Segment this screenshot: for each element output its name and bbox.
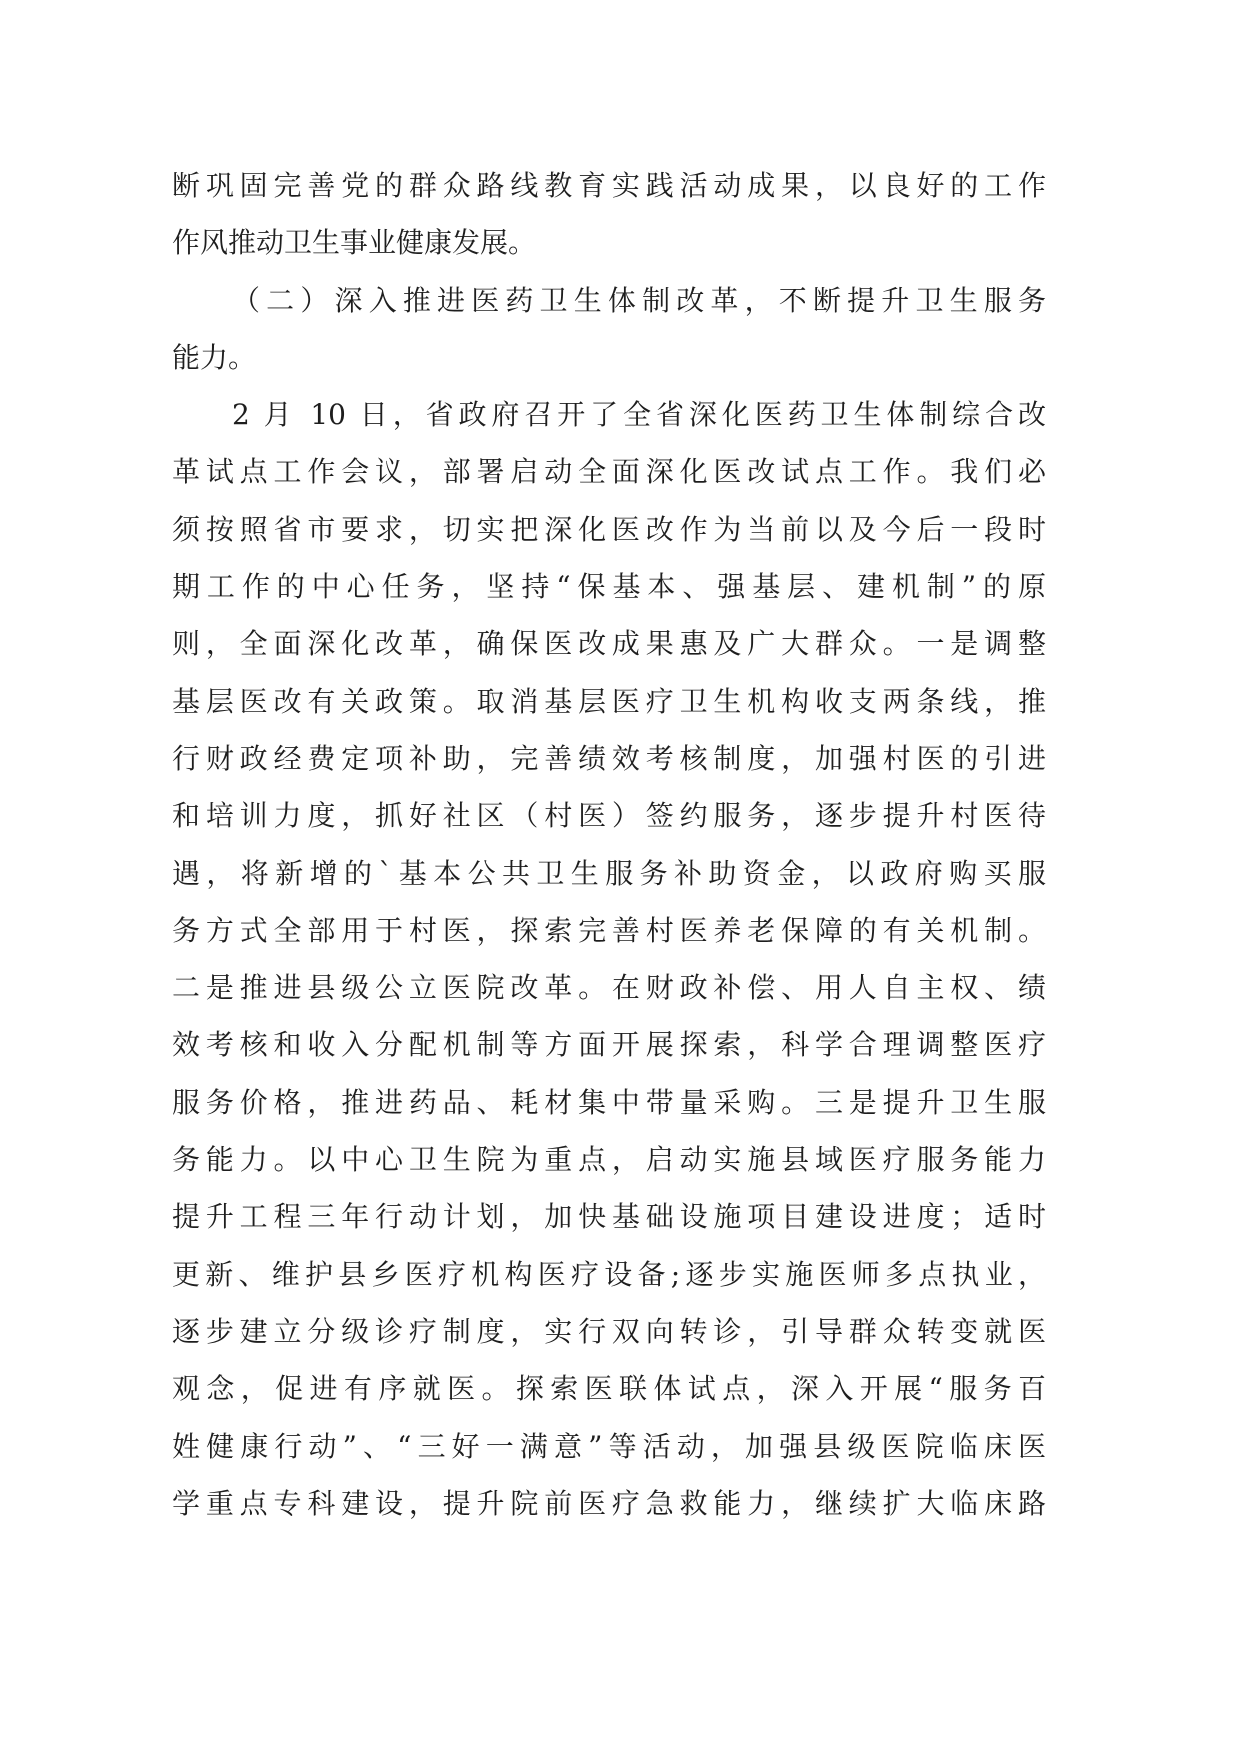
text-line: 二是推进县级公立医院改革。在财政补偿、用人自主权、绩 [172,971,1046,1005]
text-line: 提升工程三年行动计划，加快基础设施项目建设进度；适时 [172,1200,1046,1234]
text-line: 逐步建立分级诊疗制度，实行双向转诊，引导群众转变就医 [172,1314,1046,1348]
text-line: 姓健康行动”、“三好一满意”等活动，加强县级医院临床医 [172,1429,1046,1463]
text-line: 期工作的中心任务，坚持“保基本、强基层、建机制”的原 [172,570,1046,604]
text-line: 基层医改有关政策。取消基层医疗卫生机构收支两条线，推 [172,684,1046,718]
text-line: 作风推动卫生事业健康发展。 [172,226,537,260]
text-line: 观念，促进有序就医。探索医联体试点，深入开展“服务百 [172,1372,1046,1406]
text-line: 遇，将新增的`基本公共卫生服务补助资金，以政府购买服 [172,856,1046,890]
text-line: 学重点专科建设，提升院前医疗急救能力，继续扩大临床路 [172,1486,1046,1520]
text-line: 务方式全部用于村医，探索完善村医养老保障的有关机制。 [172,913,1046,947]
text-line: 务能力。以中心卫生院为重点，启动实施县域医疗服务能力 [172,1143,1046,1177]
text-line: 则，全面深化改革，确保医改成果惠及广大群众。一是调整 [172,627,1046,661]
paragraph-continued [172,157,1046,272]
section-heading [172,272,1046,387]
text-line: 能力。 [172,340,257,374]
text-line: 断巩固完善党的群众路线教育实践活动成果，以良好的工作 [172,169,1046,202]
text-line: 服务价格，推进药品、耗材集中带量采购。三是提升卫生服 [172,1085,1046,1119]
paragraph [172,386,1046,1532]
text-line: 和培训力度，抓好社区（村医）签约服务，逐步提升村医待 [172,799,1046,833]
text-line: 须按照省市要求，切实把深化医改作为当前以及今后一段时 [172,512,1046,546]
text-line: 2 月 10 日，省政府召开了全省深化医药卫生体制综合改 [232,398,1046,432]
text-line: （二）深入推进医药卫生体制改革，不断提升卫生服务 [232,283,1046,317]
document-body [172,157,1046,1532]
text-line: 革试点工作会议，部署启动全面深化医改试点工作。我们必 [172,455,1046,489]
text-line: 效考核和收入分配机制等方面开展探索，科学合理调整医疗 [172,1028,1046,1062]
text-line: 更新、维护县乡医疗机构医疗设备;逐步实施医师多点执业， [172,1257,1046,1291]
text-line: 行财政经费定项补助，完善绩效考核制度，加强村医的引进 [172,741,1046,775]
